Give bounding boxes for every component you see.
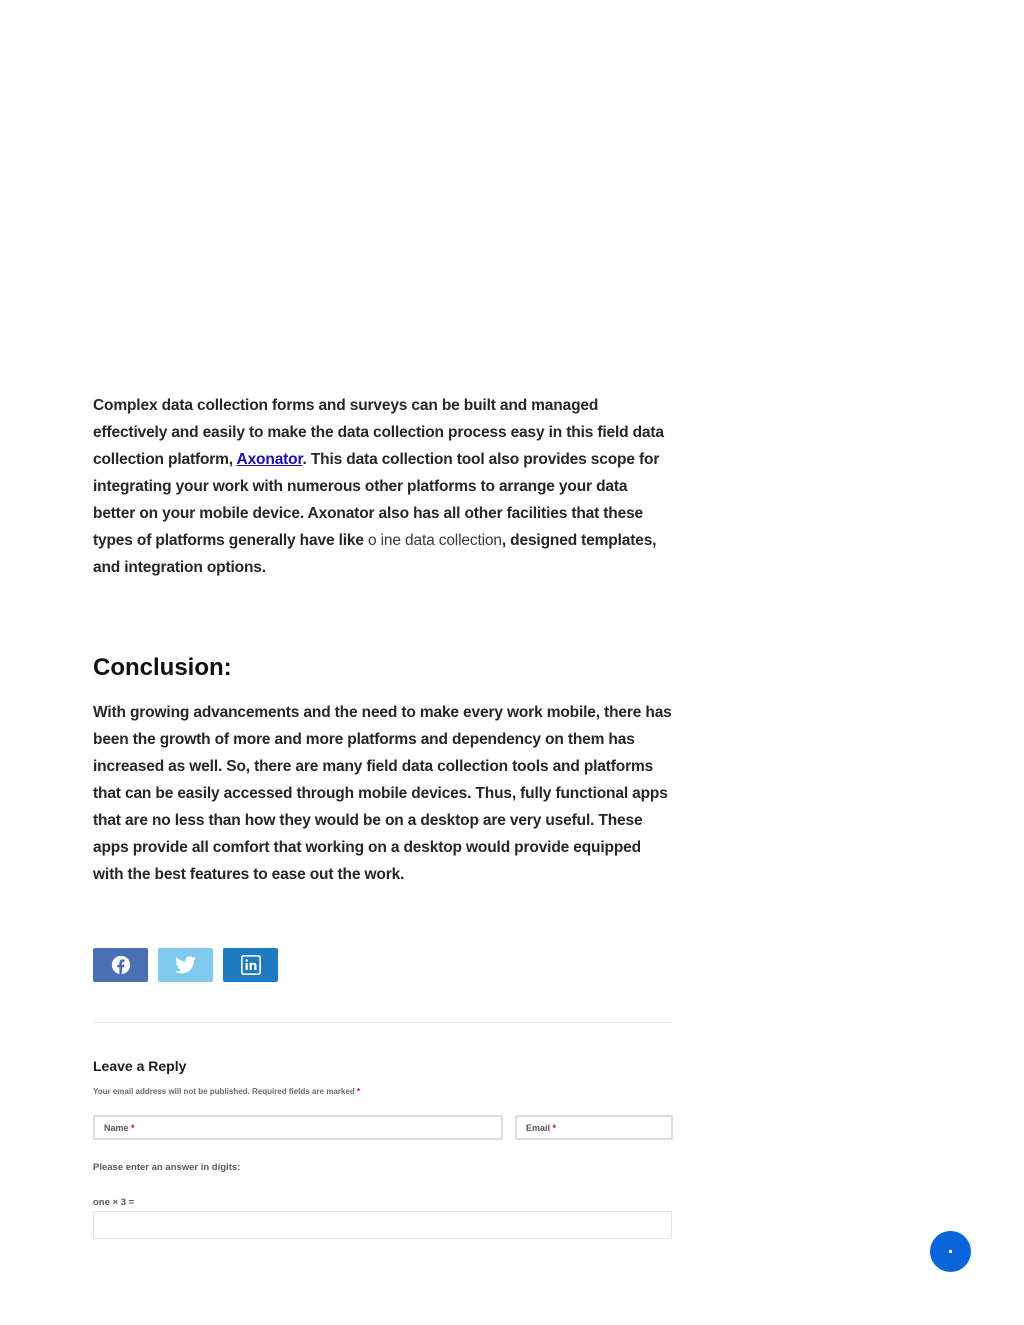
facebook-icon [111, 955, 131, 975]
section-divider [93, 1022, 672, 1023]
paragraph-segment: Complex data collection forms and surveys can be built and managed effectively and easily to make the data collection process easy in this field data collection platform, [93, 397, 664, 468]
required-mark: * [552, 1122, 557, 1133]
paragraph-text [93, 392, 673, 581]
article-paragraph-2 [93, 699, 673, 888]
email-label: Email [526, 1122, 551, 1133]
paragraph-segment: . This data collection tool also provides scope for integrating your work with numerous other platforms to arrange your data better on your mobile device. Axonator also has all other facilities that these types of platforms generally have like [93, 451, 660, 549]
facebook-share-button[interactable] [93, 948, 148, 982]
axonator-link[interactable]: Axonator [236, 451, 303, 468]
chat-button[interactable] [930, 1231, 971, 1272]
required-mark: * [356, 1087, 361, 1096]
name-label: Name [104, 1122, 129, 1133]
twitter-share-button[interactable] [158, 948, 213, 982]
captcha-question: one × 3 = [93, 1197, 135, 1208]
article-paragraph-1 [93, 392, 673, 581]
email-field[interactable] [515, 1115, 673, 1140]
paragraph-text: With growing advancements and the need to make every work mobile, there has been the growth of more and more platforms and dependency on them has increased as well. So, there are many field data collection tools and platforms that can be easily accessed through mobile devices. Thus, fully functional apps that are no less than how they would be on a desktop are very useful. These apps provide all comfort that working on a desktop would provide equipped with the best features to ease out the work. [93, 704, 672, 883]
name-field[interactable] [93, 1115, 503, 1140]
share-buttons [93, 948, 278, 982]
twitter-icon [175, 956, 196, 974]
notice-text: Your email address will not be published. Required fields are marked [93, 1087, 357, 1096]
captcha-input[interactable] [93, 1211, 672, 1239]
paragraph-segment-light: o ine data collection [367, 532, 502, 549]
email-notice [93, 1087, 360, 1096]
leave-reply-title: Leave a Reply [93, 1058, 187, 1074]
required-mark: * [131, 1122, 135, 1133]
linkedin-share-button[interactable] [223, 948, 278, 982]
conclusion-heading: Conclusion: [93, 654, 232, 681]
chat-icon [949, 1250, 952, 1253]
paragraph-segment: , designed templates, and integration options. [93, 532, 657, 576]
captcha-label: Please enter an answer in digits: [93, 1162, 241, 1173]
linkedin-icon [241, 955, 261, 975]
